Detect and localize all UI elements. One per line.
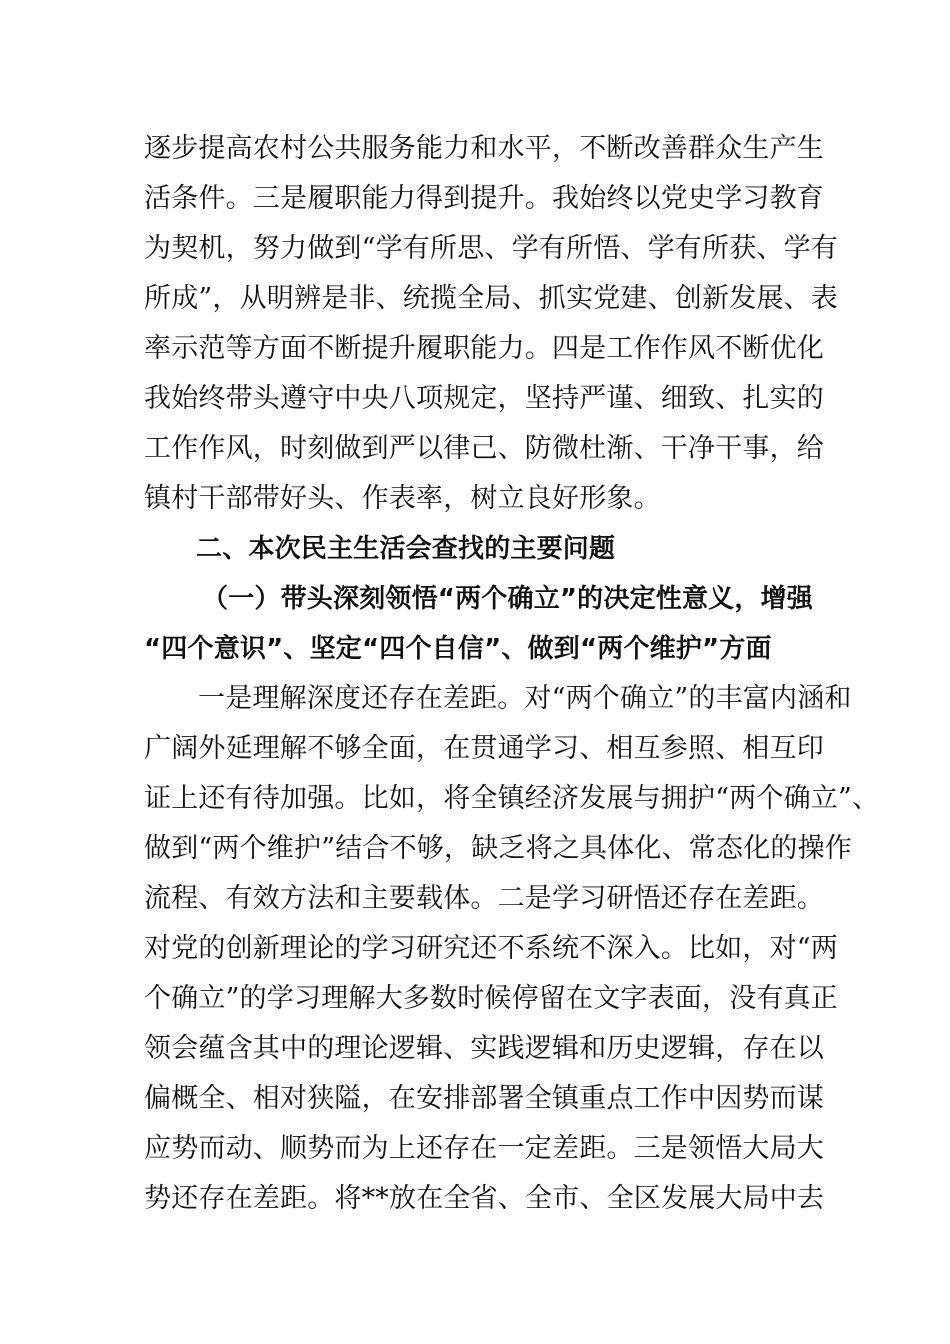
body-line: 所成”，从明辨是非、统揽全局、抓实党建、创新发展、表 [144,283,839,314]
body-line: 做到“两个维护”结合不够，缺乏将之具体化、常态化的操作 [144,833,853,864]
body-line: 证上还有待加强。比如，将全镇经济发展与拥护“两个确立”、 [144,783,880,814]
body-line: 逐步提高农村公共服务能力和水平，不断改善群众生产生 [144,133,824,164]
body-line: 应势而动、顺势而为上还存在一定差距。三是领悟大局大 [144,1133,824,1164]
paragraph-start-line: 一是理解深度还存在差距。对“两个确立”的丰富内涵和 [198,683,852,714]
body-line: 势还存在差距。将**放在全省、全市、全区发展大局中去 [144,1183,825,1214]
section-heading: 二、本次民主生活会查找的主要问题 [196,534,616,564]
subsection-heading-continued: “四个意识”、坚定“四个自信”、做到“两个维护”方面 [144,634,772,664]
body-line: 对党的创新理论的学习研究还不系统不深入。比如，对“两 [144,933,839,964]
subsection-heading: （一）带头深刻领悟“两个确立”的决定性意义，增强 [202,584,813,614]
body-line: 偏概全、相对狭隘，在安排部署全镇重点工作中因势而谋 [144,1083,824,1114]
body-line: 广阔外延理解不够全面，在贯通学习、相互参照、相互印 [144,733,824,764]
document-body [144,124,880,1224]
body-line: 流程、有效方法和主要载体。二是学习研悟还存在差距。 [144,883,824,914]
body-line: 工作作风，时刻做到严以律己、防微杜渐、干净干事，给 [144,433,824,464]
body-line: 领会蕴含其中的理论逻辑、实践逻辑和历史逻辑，存在以 [144,1033,824,1064]
body-line: 为契机，努力做到“学有所思、学有所悟、学有所获、学有 [144,233,839,264]
body-line: 率示范等方面不断提升履职能力。四是工作作风不断优化 [144,333,824,364]
body-line: 活条件。三是履职能力得到提升。我始终以党史学习教育 [144,183,824,214]
body-line: 我始终带头遵守中央八项规定，坚持严谨、细致、扎实的 [144,383,824,414]
body-line: 镇村干部带好头、作表率，树立良好形象。 [144,483,661,514]
body-line: 个确立”的学习理解大多数时候停留在文字表面，没有真正 [144,983,839,1014]
